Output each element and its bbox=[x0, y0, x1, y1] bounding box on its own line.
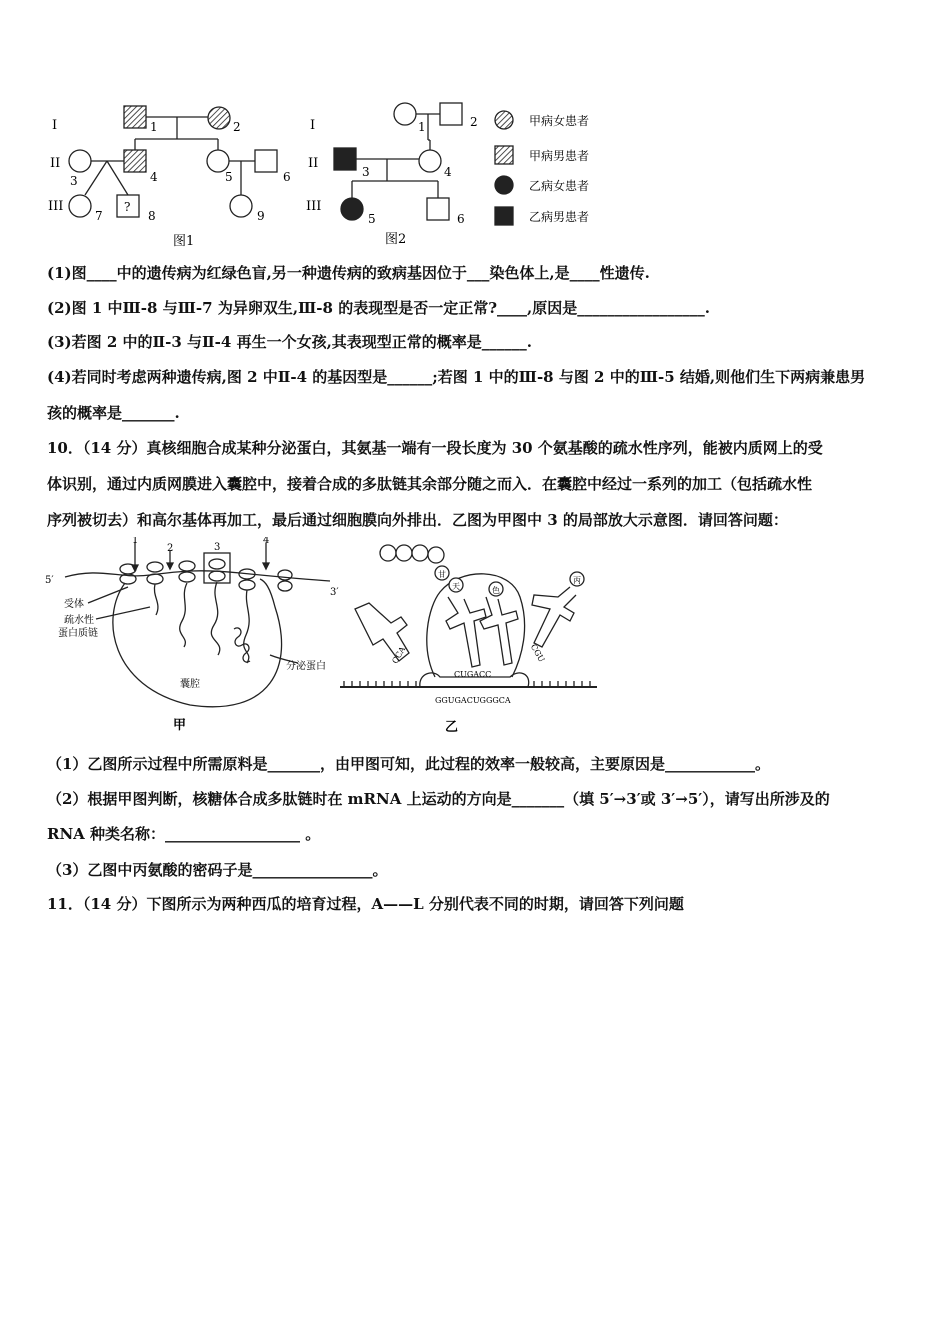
fig1-num-4: 4 bbox=[150, 170, 158, 184]
q9-line-4: (4)若同时考虑两种遗传病,图 2 中Ⅱ-4 的基因型是______;若图 1 中的Ⅲ-8 与图 2 中的Ⅲ-5 结婚,则他们生下两病兼患男 bbox=[47, 368, 866, 386]
legend-female-a: 甲病女患者 bbox=[529, 114, 590, 128]
aa-mid1: 天 bbox=[452, 582, 460, 591]
label-lumen: 囊腔 bbox=[180, 679, 200, 690]
label-3-prime: 3′ bbox=[330, 587, 339, 598]
gen-label-3: III bbox=[48, 199, 64, 214]
q9-line-5: 孩的概率是_______. bbox=[47, 404, 180, 422]
fig2-i1-female bbox=[394, 103, 416, 125]
q10-sub-3: RNA 种类名称：__________________ 。 bbox=[47, 825, 321, 843]
fig1-num-3: 3 bbox=[70, 174, 78, 188]
ribosome-3-box bbox=[204, 553, 230, 583]
label-5-prime: 5′ bbox=[45, 575, 54, 586]
caption-yi: 乙 bbox=[445, 720, 459, 735]
aa-mid2: 色 bbox=[492, 586, 500, 595]
label-secreted-protein: 分泌蛋白 bbox=[286, 661, 326, 672]
fig2-gen-label-3: III bbox=[306, 199, 322, 214]
legend-female-a-icon bbox=[495, 111, 513, 129]
aa-right: 丙 bbox=[573, 576, 581, 585]
fig1-ii4-male-affected bbox=[124, 150, 146, 172]
fig1-iii7-female bbox=[69, 195, 91, 217]
q9-line-2: (2)图 1 中Ⅲ-8 与Ⅲ-7 为异卵双生,Ⅲ-8 的表现型是否一定正常?____,原因是_________________. bbox=[47, 299, 710, 317]
arrow-num-2: 2 bbox=[167, 543, 174, 554]
trna-right bbox=[532, 587, 576, 647]
fig2-num-4: 4 bbox=[444, 165, 452, 179]
q9-line-1: (1)图____中的遗传病为红绿色盲,另一种遗传病的致病基因位于___染色体上,是____性遗传. bbox=[47, 264, 650, 282]
fig1-ii3-female bbox=[69, 150, 91, 172]
legend-male-b: 乙病男患者 bbox=[529, 210, 590, 224]
arrow-num-1: 1 bbox=[132, 537, 139, 546]
fig1-num-8: 8 bbox=[148, 209, 156, 223]
fig2-num-2: 2 bbox=[470, 115, 478, 129]
mrna-sequence: GGUGACUGGGCA bbox=[435, 696, 511, 705]
caption-jia: 甲 bbox=[173, 718, 187, 733]
fig1-ii5-female bbox=[207, 150, 229, 172]
q9-line-3: (3)若图 2 中的Ⅱ-3 与Ⅱ-4 再生一个女孩,其表现型正常的概率是______. bbox=[47, 333, 533, 351]
fig2-ii4-female bbox=[419, 150, 441, 172]
legend-male-a: 甲病男患者 bbox=[529, 149, 590, 163]
fig2-i2-male bbox=[440, 103, 462, 125]
q10-sub-4: （3）乙图中丙氨酸的密码子是________________。 bbox=[47, 861, 388, 879]
trna-mid-2 bbox=[480, 597, 518, 665]
pedigree-figure bbox=[40, 95, 620, 255]
fig1-i2-female-affected bbox=[208, 107, 230, 129]
fig1-num-7: 7 bbox=[95, 209, 103, 223]
fig1-ii6-male bbox=[255, 150, 277, 172]
anticodon-mid: CUGACC bbox=[454, 670, 492, 679]
legend-female-b: 乙病女患者 bbox=[529, 179, 590, 193]
fig1-iii9-female bbox=[230, 195, 252, 217]
legend-male-b-icon bbox=[495, 207, 513, 225]
anticodon-right: CGU bbox=[528, 642, 547, 664]
legend-male-a-icon bbox=[495, 146, 513, 164]
fig1-num-6: 6 bbox=[283, 170, 291, 184]
fig2-iii5-female-affected-b bbox=[341, 198, 363, 220]
fig2-iii6-male bbox=[427, 198, 449, 220]
aa-left: 甘 bbox=[438, 570, 446, 579]
label-hydrophobic-1: 疏水性 bbox=[64, 615, 94, 626]
fig1-num-2: 2 bbox=[233, 120, 241, 134]
gen-label-2: II bbox=[50, 156, 61, 171]
label-receptor: 受体 bbox=[64, 599, 84, 610]
fig2-num-5: 5 bbox=[368, 212, 376, 226]
fig2-num-6: 6 bbox=[457, 212, 465, 226]
q11-line-1: 11．（14 分）下图所示为两种西瓜的培育过程，A——L 分别代表不同的时期，请回答下列问题 bbox=[47, 895, 684, 913]
label-hydrophobic-2: 蛋白质链 bbox=[58, 628, 98, 639]
q10-sub-2: （2）根据甲图判断，核糖体合成多肽链时在 mRNA 上运动的方向是_______（填 5′→3′或 3′→5′），请写出所涉及的 bbox=[47, 790, 830, 808]
fig1-num-9: 9 bbox=[257, 209, 265, 223]
fig2-gen-label-2: II bbox=[308, 156, 319, 171]
q10-sub-1: （1）乙图所示过程中所需原料是_______，由甲图可知，此过程的效率一般较高，主要原因是____________。 bbox=[47, 755, 770, 773]
q10-line-1: 10．（14 分）真核细胞合成某种分泌蛋白，其氨基一端有一段长度为 30 个氨基酸的疏水性序列，能被内质网上的受 bbox=[47, 439, 823, 457]
q10-line-2: 体识别，通过内质网膜进入囊腔中，接着合成的多肽链其余部分随之而入．在囊腔中经过一系列的加工（包括疏水性 bbox=[47, 475, 813, 493]
fig2-num-3: 3 bbox=[362, 165, 370, 179]
fig2-caption: 图2 bbox=[385, 232, 407, 247]
legend-female-b-icon bbox=[495, 176, 513, 194]
fig2-num-1: 1 bbox=[418, 120, 426, 134]
fig2-ii3-male-affected-b bbox=[334, 148, 356, 170]
anticodon-left: CCA bbox=[390, 645, 408, 666]
trna-mid-1 bbox=[446, 597, 486, 667]
fig1-i1-male-affected bbox=[124, 106, 146, 128]
gen-label-1: I bbox=[52, 118, 58, 133]
arrow-num-3: 3 bbox=[214, 542, 221, 553]
fig1-caption: 图1 bbox=[173, 234, 195, 249]
ribosome-large-subunit bbox=[427, 574, 525, 677]
fig2-gen-label-1: I bbox=[310, 118, 316, 133]
q10-line-3: 序列被切去）和高尔基体再加工，最后通过细胞膜向外排出．乙图为甲图中 3 的局部放大示意图．请回答问题： bbox=[47, 511, 788, 529]
fig1-unknown-mark: ? bbox=[124, 200, 131, 214]
arrow-num-4: 4 bbox=[263, 537, 270, 546]
translation-figure bbox=[40, 537, 605, 737]
fig1-num-5: 5 bbox=[225, 170, 233, 184]
fig1-num-1: 1 bbox=[150, 120, 158, 134]
